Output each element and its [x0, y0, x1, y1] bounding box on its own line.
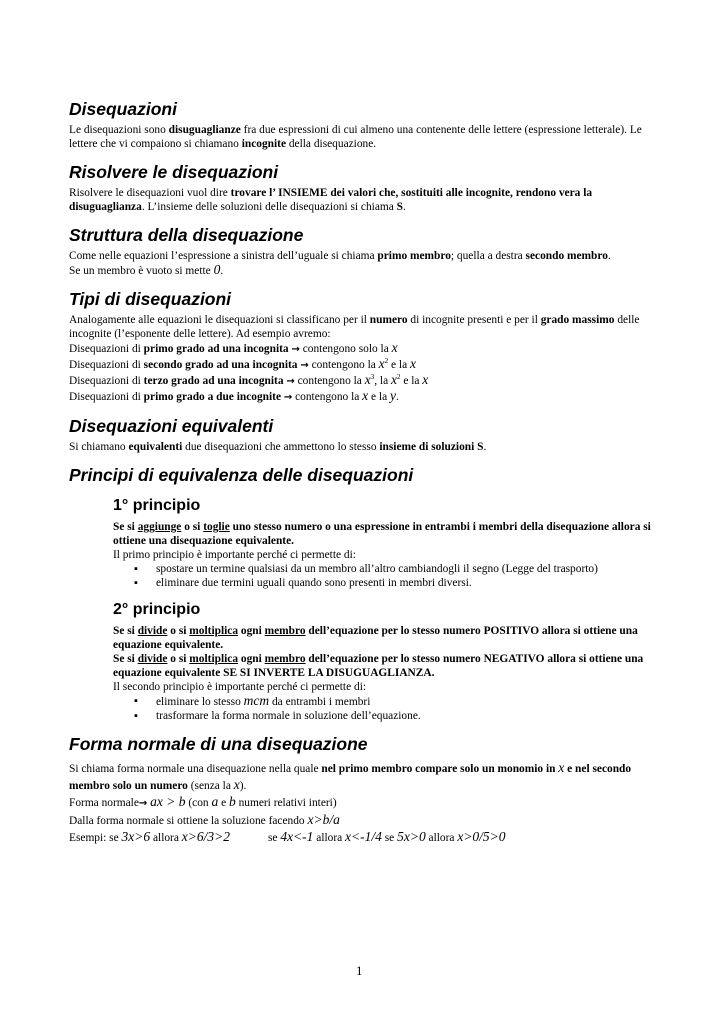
section-principi [69, 464, 659, 723]
paragraph: Forma normale→ ax > b (con a e b numeri relativi interi) [69, 794, 337, 809]
section-disequazioni [69, 98, 659, 151]
paragraph: Risolvere le disequazioni vuol dire trovare l’ INSIEME dei valori che, sostituiti alle incognite, rendono vera la disuguaglianza. L’insieme delle soluzioni delle disequazioni si chiama S. [69, 187, 593, 213]
principle-1 [113, 496, 659, 590]
arrow-right-icon: → [286, 376, 295, 387]
document-page [69, 98, 659, 856]
section-title: Tipi di disequazioni [69, 289, 232, 309]
section-forma-normale [69, 733, 659, 846]
paragraph: Se si divide o si moltiplica ogni membro dell’equazione per lo stesso numero NEGATIVO allora si ottiene una equazione equivalente SE SI INVERTE LA DISUGUAGLIANZA. [113, 653, 644, 679]
type-row: Disequazioni di secondo grado ad una incognita → contengono la $x^2$ e la x [69, 356, 416, 371]
section-title: Disequazioni [69, 99, 177, 119]
paragraph: Il primo principio è importante perché ci permette di: [113, 549, 356, 561]
page-number: 1 [356, 963, 363, 978]
subsection-title: 1° principio [113, 497, 201, 514]
paragraph: Se un membro è vuoto si mette 0. [69, 262, 224, 277]
paragraph: Si chiamano equivalenti due disequazioni che ammettono lo stesso insieme di soluzioni S. [69, 441, 487, 453]
paragraph: Come nelle equazioni l’espressione a sinistra dell’uguale si chiama primo membro; quella a destra secondo membro. [69, 250, 611, 262]
section-title: Disequazioni equivalenti [69, 416, 274, 436]
paragraph: Il secondo principio è importante perché ci permette di: [113, 681, 367, 693]
list-item: ▪ eliminare due termini uguali quando sono presenti in membri diversi. [156, 576, 659, 590]
arrow-right-icon: → [138, 798, 148, 809]
list-item: ▪ eliminare lo stesso mcm da entrambi i membri [156, 694, 659, 709]
section-equivalenti [69, 415, 659, 454]
section-tipi [69, 288, 659, 405]
section-struttura [69, 224, 659, 278]
principle-2 [113, 600, 659, 723]
type-row: Disequazioni di primo grado a due incognite → contengono la x e la y. [69, 388, 399, 403]
paragraph: Se si aggiunge o si toglie uno stesso numero o una espressione in entrambi i membri della disequazione allora si ottiene una disequazione equivalente. [113, 521, 651, 547]
type-row: Disequazioni di terzo grado ad una incognita → contengono la $x^3$, la $x^2$ e la x [69, 372, 429, 387]
section-title: Principi di equivalenza delle disequazioni [69, 465, 414, 485]
paragraph: Le disequazioni sono disuguaglianze fra due espressioni di cui almeno una contenente delle lettere (espressione letterale). Le lettere che vi compaiono si chiamano incognite della disequazione. [69, 124, 642, 150]
paragraph: Analogamente alle equazioni le disequazioni si classificano per il numero di incognite presenti e per il grado massimo delle incognite (l’esponente delle lettere). Ad esempio avremo: [69, 314, 640, 340]
bullet-list [113, 562, 659, 590]
section-title: Risolvere le disequazioni [69, 162, 279, 182]
type-row: Disequazioni di primo grado ad una incognita → contengono solo la x [69, 340, 398, 355]
list-item: ▪ spostare un termine qualsiasi da un membro all’altro cambiandogli il segno (Legge del trasporto) [156, 562, 659, 576]
bullet-list [113, 694, 659, 723]
arrow-right-icon: → [291, 344, 300, 355]
examples-line: Esempi: se 3x>6 allora x>6/3>2 se 4x<-1 allora x<-1/4 se 5x>0 allora x>0/5>0 [69, 829, 506, 844]
list-item: ▪ trasformare la forma normale in soluzione dell’equazione. [156, 709, 659, 723]
section-risolvere [69, 161, 659, 214]
paragraph: Dalla forma normale si ottiene la soluzione facendo x>b/a [69, 812, 340, 827]
paragraph: Si chiama forma normale una disequazione nella quale nel primo membro compare solo un monomio in x e nel secondo membro solo un numero (senza la x). [69, 760, 632, 792]
arrow-right-icon: → [300, 360, 309, 371]
section-title: Forma normale di una disequazione [69, 734, 368, 754]
paragraph: Se si divide o si moltiplica ogni membro dell’equazione per lo stesso numero POSITIVO allora si ottiene una equazione equivalente. [113, 625, 638, 651]
section-title: Struttura della disequazione [69, 225, 304, 245]
arrow-right-icon: → [283, 392, 293, 403]
subsection-title: 2° principio [113, 601, 201, 618]
